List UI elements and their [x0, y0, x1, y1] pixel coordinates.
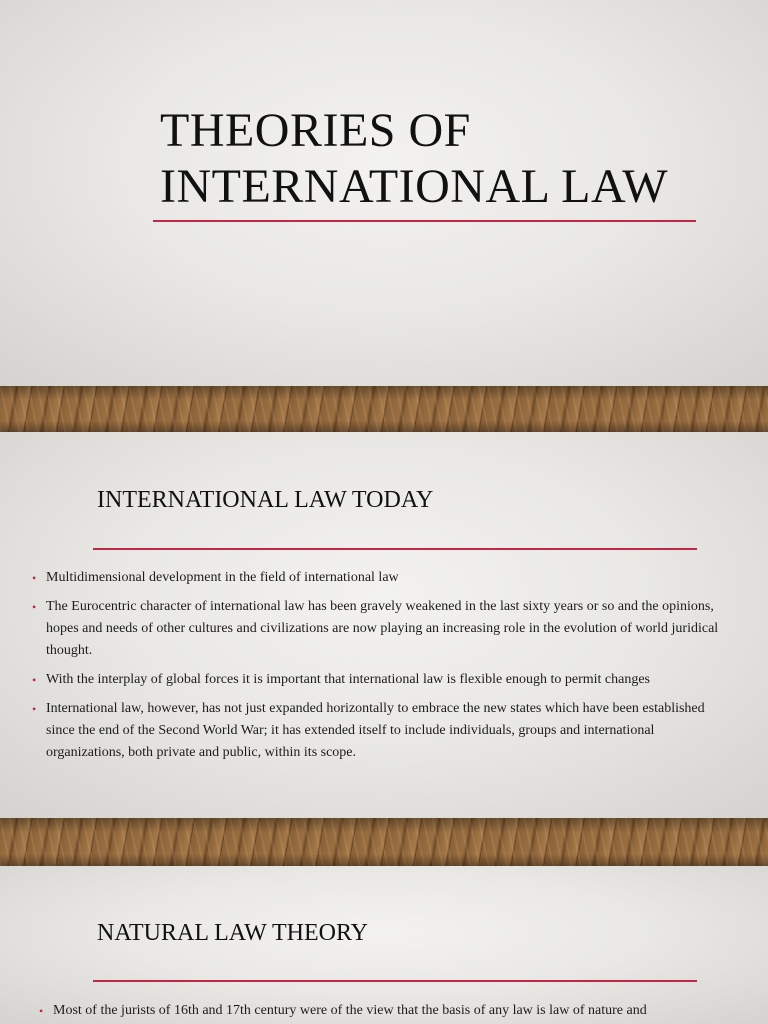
- slide-2-title: INTERNATIONAL LAW TODAY: [97, 487, 434, 513]
- bullet-icon: •: [39, 1004, 44, 1018]
- slide-1-title-rule: [153, 220, 696, 222]
- bullet-item: [30, 698, 730, 764]
- bullet-item: [37, 1000, 757, 1022]
- slide-1-title: [160, 103, 668, 215]
- bullet-item: [30, 596, 730, 662]
- bullet-icon: •: [32, 571, 37, 585]
- slide-3-title: NATURAL LAW THEORY: [97, 920, 368, 946]
- slide-2-bullet-list: [30, 567, 730, 771]
- bullet-icon: •: [32, 702, 37, 716]
- bullet-text: With the interplay of global forces it is important that international law is flexible enough to permit changes: [46, 672, 650, 687]
- bullet-item: [30, 669, 730, 691]
- slide-2-title-rule: [93, 548, 697, 550]
- slide-natural-law-theory: [0, 866, 768, 1024]
- bullet-icon: •: [32, 600, 37, 614]
- bullet-item: [30, 567, 730, 589]
- slide-title: [0, 0, 768, 386]
- bullet-icon: •: [32, 673, 37, 687]
- slide-international-law-today: [0, 432, 768, 818]
- bullet-text: International law, however, has not just expanded horizontally to embrace the new states which have been established since the end of the Second World War; it has extended itself to include individuals, groups and international organizations, both private and public, within its scope.: [46, 701, 705, 760]
- slide-1-title-line-2: INTERNATIONAL LAW: [160, 160, 669, 213]
- wood-floor-divider: [0, 818, 768, 866]
- bullet-text: The Eurocentric character of international law has been gravely weakened in the last sixty years or so and the opinions, hopes and needs of other cultures and civilizations are now playing an increasing role in the evolution of world juridical thought.: [46, 599, 719, 658]
- slide-3-bullet-list: [37, 1000, 757, 1024]
- slide-3-title-rule: [93, 980, 697, 982]
- bullet-text: Multidimensional development in the field of international law: [46, 570, 399, 585]
- bullet-text: Most of the jurists of 16th and 17th century were of the view that the basis of any law is law of nature and: [53, 1003, 647, 1018]
- wood-floor-divider: [0, 386, 768, 432]
- slide-1-title-line-1: THEORIES OF: [160, 104, 471, 157]
